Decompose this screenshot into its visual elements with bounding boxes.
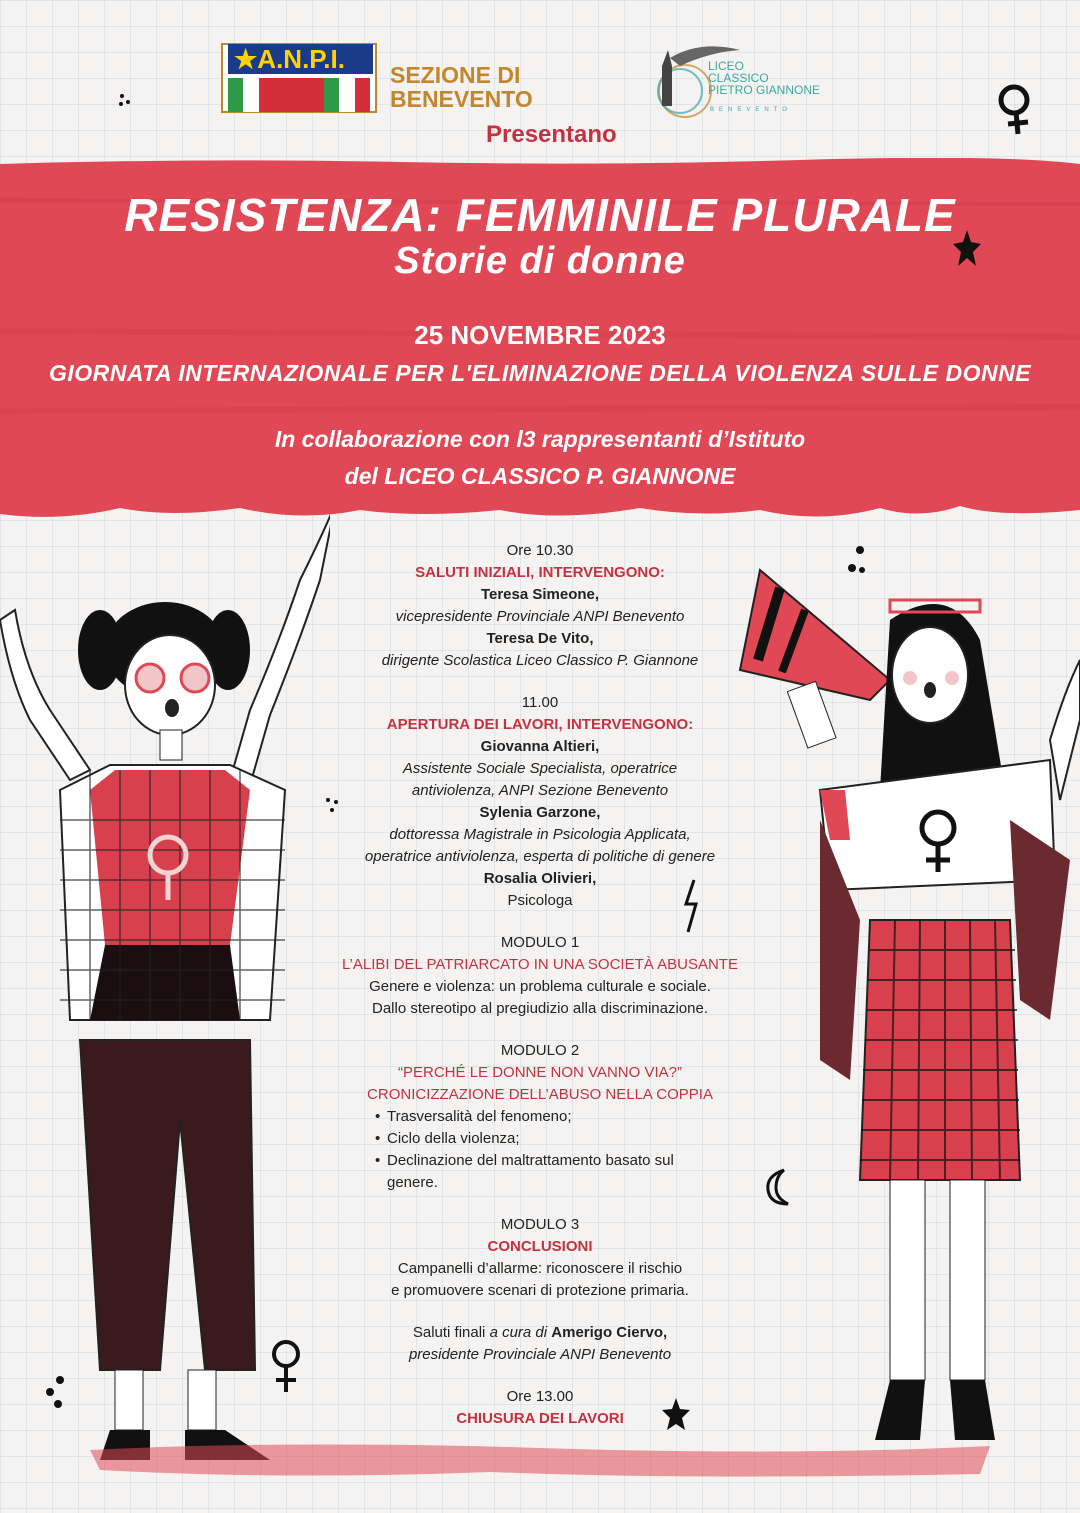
s2-title: APERTURA DEI LAVORI, INTERVENGONO: xyxy=(386,716,694,733)
final-pre: Saluti finali xyxy=(412,1324,486,1341)
collab-line2: del LICEO CLASSICO P. GIANNONE xyxy=(344,463,736,489)
m3-label: MODULO 3 xyxy=(500,1216,580,1233)
event-subtitle: Storie di donne xyxy=(394,240,686,282)
anpi-label: ★A.N.P.I. xyxy=(228,44,373,74)
final-mid: a cura di xyxy=(489,1324,548,1341)
sezione-label xyxy=(390,63,533,111)
liceo-text xyxy=(708,60,820,96)
final-role: presidente Provinciale ANPI Benevento xyxy=(408,1346,672,1363)
s2-p2-name: Sylenia Garzone, xyxy=(479,804,601,821)
dots-icon xyxy=(40,1374,70,1410)
s1-p1-role: vicepresidente Provinciale ANPI Benevento xyxy=(395,608,685,625)
s2-p2-role1: dottoressa Magistrale in Psicologia Applicata, xyxy=(389,826,691,843)
italian-flag-icon xyxy=(228,78,274,112)
program-column xyxy=(300,540,780,1430)
sezione-line1: SEZIONE DI xyxy=(390,62,521,88)
s2-p3-role: Psicologa xyxy=(507,892,573,909)
s2-p3-name: Rosalia Olivieri, xyxy=(483,870,597,887)
s2-p1-role2: antiviolenza, ANPI Sezione Benevento xyxy=(411,782,669,799)
liceo-line2: CLASSICO xyxy=(708,71,769,85)
italian-flag-icon xyxy=(324,78,370,112)
m3-line1: Campanelli d’allarme: riconoscere il rischio xyxy=(397,1260,683,1277)
m2-list xyxy=(375,1106,705,1194)
final-greetings xyxy=(300,1322,780,1344)
event-giornata: GIORNATA INTERNAZIONALE PER L'ELIMINAZIONE DELLA VIOLENZA SULLE DONNE xyxy=(48,360,1032,386)
s2-time: 11.00 xyxy=(521,694,559,711)
red-band xyxy=(274,78,324,112)
m3-line2: e promuovere scenari di protezione primaria. xyxy=(391,1282,689,1299)
m1-line1: Genere e violenza: un problema culturale e sociale. xyxy=(369,978,711,995)
s2-p2-role2: operatrice antiviolenza, esperta di politiche di genere xyxy=(364,848,716,865)
sezione-line2: BENEVENTO xyxy=(390,86,533,112)
s1-p2-role: dirigente Scolastica Liceo Classico P. Giannone xyxy=(381,652,699,669)
event-date: 25 NOVEMBRE 2023 xyxy=(414,320,666,350)
final-name: Amerigo Ciervo, xyxy=(551,1324,668,1341)
liceo-line1: LICEO xyxy=(708,59,745,73)
m2-title1: “PERCHÉ LE DONNE NON VANNO VIA?” xyxy=(398,1064,682,1081)
list-item: • Declinazione del maltrattamento basato sul genere. xyxy=(375,1150,705,1194)
list-item: • Ciclo della violenza; xyxy=(375,1128,705,1150)
liceo-line3: PIETRO GIANNONE xyxy=(708,83,821,97)
s2-p1-name: Giovanna Altieri, xyxy=(480,738,600,755)
m2-title2: CRONICIZZAZIONE DELL’ABUSO NELLA COPPIA xyxy=(367,1086,713,1103)
s2-p1-role1: Assistente Sociale Specialista, operatrice xyxy=(402,760,678,777)
presentano-label: Presentano xyxy=(486,121,617,148)
dots-icon xyxy=(118,92,138,108)
s1-title: SALUTI INIZIALI, INTERVENGONO: xyxy=(415,564,665,581)
bottom-brush-stroke xyxy=(90,1440,990,1480)
s1-time: Ore 10.30 xyxy=(506,542,574,559)
end-title: CHIUSURA DEI LAVORI xyxy=(456,1410,624,1427)
dots-icon xyxy=(844,544,868,578)
m3-title: CONCLUSIONI xyxy=(487,1238,593,1255)
m1-line2: Dallo stereotipo al pregiudizio alla discriminazione. xyxy=(371,1000,708,1017)
event-title: RESISTENZA: FEMMINILE PLURALE xyxy=(124,189,956,241)
m1-label: MODULO 1 xyxy=(500,934,580,951)
end-time: Ore 13.00 xyxy=(506,1388,574,1405)
female-symbol-icon xyxy=(996,80,1040,138)
liceo-city: BENEVENTO xyxy=(710,107,792,113)
collab-line1: In collaborazione con l3 rappresentanti d’Istituto xyxy=(274,426,806,452)
list-item: • Trasversalità del fenomeno; xyxy=(375,1106,705,1128)
m2-label: MODULO 2 xyxy=(500,1042,580,1059)
s1-p2-name: Teresa De Vito, xyxy=(486,630,594,647)
s1-p1-name: Teresa Simeone, xyxy=(480,586,600,603)
m1-title: L’ALIBI DEL PATRIARCATO IN UNA SOCIETÀ ABUSANTE xyxy=(342,956,738,973)
